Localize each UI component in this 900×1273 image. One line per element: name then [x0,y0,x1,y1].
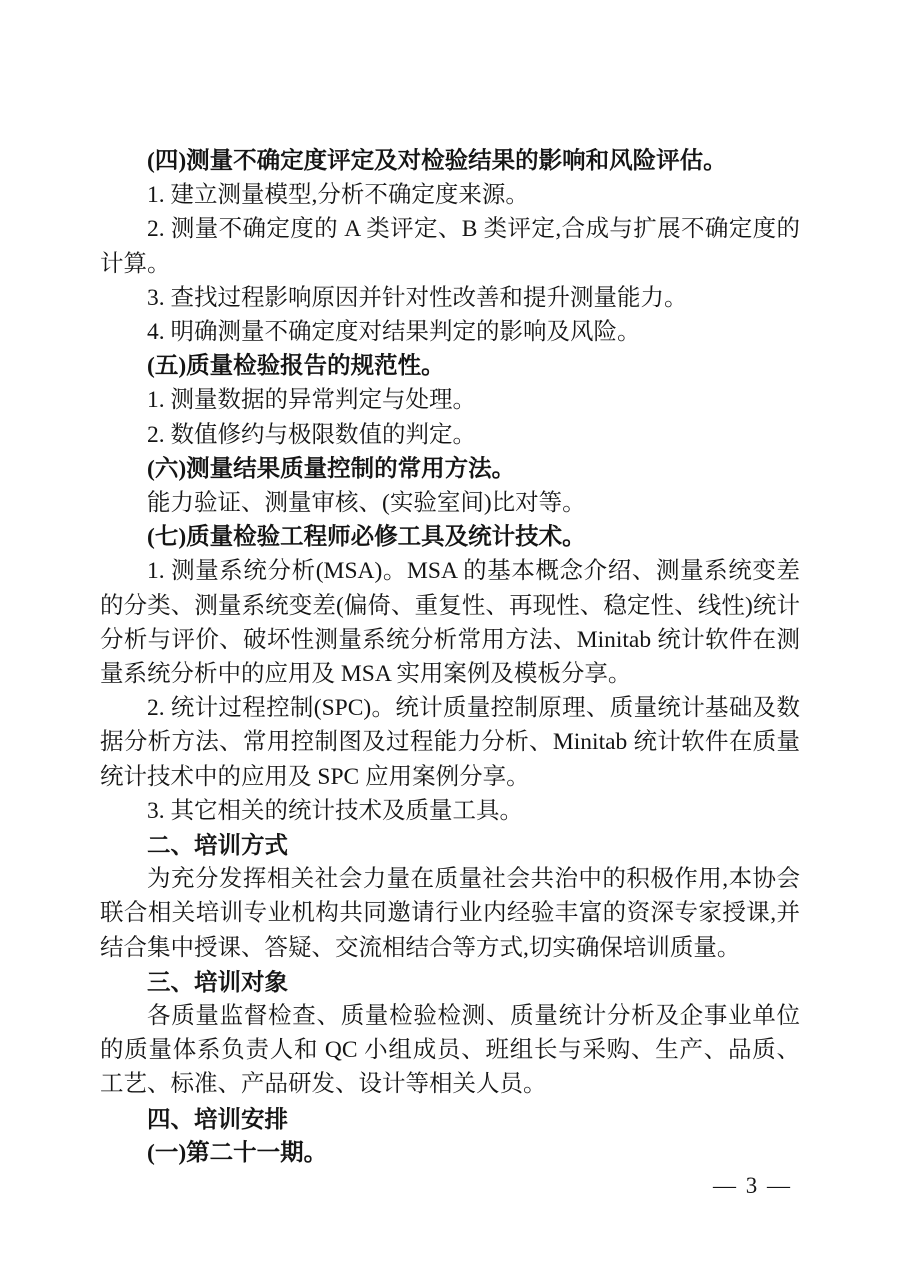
item-five-1: 1. 测量数据的异常判定与处理。 [147,387,476,414]
item-four-4: 4. 明确测量不确定度对结果判定的影响及风险。 [147,319,641,346]
document-body [100,144,800,1170]
paragraph-training-method: 为充分发挥相关社会力量在质量社会共治中的积极作用,本协会联合相关培训专业机构共同邀请行业内经验丰富的资深专家授课,并结合集中授课、答疑、交流相结合等方式,切实确保培训质量。 [100,866,800,961]
subsection-heading-session-21: (一)第二十一期。 [147,1139,328,1166]
item-four-3: 3. 查找过程影响原因并针对性改善和提升测量能力。 [147,284,688,311]
item-seven-2-spc: 2. 统计过程控制(SPC)。统计质量控制原理、质量统计基础及数据分析方法、常用控制图及过程能力分析、Minitab 统计软件在质量统计技术中的应用及 SPC 应用案例分享。 [100,695,800,790]
paragraph-six-methods: 能力验证、测量审核、(实验室间)比对等。 [147,490,586,517]
item-five-2: 2. 数值修约与极限数值的判定。 [147,421,476,448]
subsection-heading-five: (五)质量检验报告的规范性。 [147,353,445,380]
page-number: — 3 — [713,1173,792,1198]
item-four-1: 1. 建立测量模型,分析不确定度来源。 [147,182,529,209]
section-heading-training-audience: 三、培训对象 [147,968,288,995]
subsection-heading-seven: (七)质量检验工程师必修工具及统计技术。 [147,524,586,551]
item-seven-3-other-tools: 3. 其它相关的统计技术及质量工具。 [147,797,523,824]
item-four-2: 2. 测量不确定度的 A 类评定、B 类评定,合成与扩展不确定度的计算。 [100,216,800,277]
paragraph-training-audience: 各质量监督检查、质量检验检测、质量统计分析及企事业单位的质量体系负责人和 QC 小组成员、班组长与采购、生产、品质、工艺、标准、产品研发、设计等相关人员。 [100,1003,800,1098]
section-heading-training-method: 二、培训方式 [147,832,288,859]
item-seven-1-msa: 1. 测量系统分析(MSA)。MSA 的基本概念介绍、测量系统变差的分类、测量系统变差(偏倚、重复性、再现性、稳定性、线性)统计分析与评价、破坏性测量系统分析常用方法、Minitab 统计软件在测量系统分析中的应用及 MSA 实用案例及模板分享。 [100,558,800,688]
subsection-heading-four: (四)测量不确定度评定及对检验结果的影响和风险评估。 [147,148,727,174]
section-heading-training-schedule: 四、培训安排 [147,1105,288,1132]
subsection-heading-six: (六)测量结果质量控制的常用方法。 [147,455,516,482]
